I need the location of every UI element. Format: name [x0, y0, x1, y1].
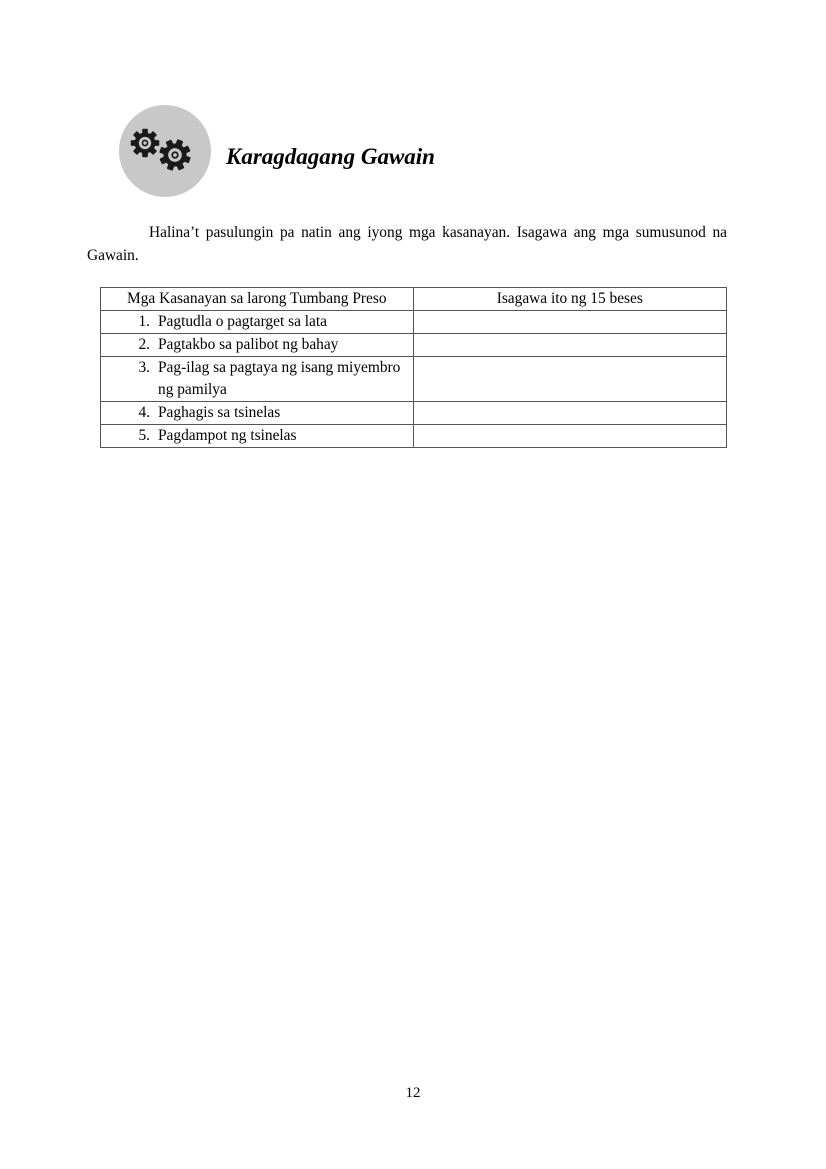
item-number: 3. — [138, 359, 150, 376]
item-number: 2. — [138, 336, 150, 353]
table-row — [101, 425, 727, 448]
gears-icon — [119, 105, 211, 197]
skill-cell — [101, 334, 414, 357]
section-title: Karagdagang Gawain — [226, 144, 435, 169]
intro-paragraph: Halina’t pasulungin pa natin ang iyong mga kasanayan. Isagawa ang mga sumusunod na Gawain. — [87, 224, 727, 264]
item-text: Pagtakbo sa palibot ng bahay — [158, 336, 339, 353]
header-skills: Mga Kasanayan sa larong Tumbang Preso — [101, 288, 414, 311]
table-row — [101, 357, 727, 402]
item-text: Pagtudla o pagtarget sa lata — [158, 313, 327, 330]
skill-cell — [101, 425, 414, 448]
skill-cell — [101, 402, 414, 425]
item-text: Paghagis sa tsinelas — [158, 404, 281, 421]
item-number: 5. — [138, 427, 150, 444]
repetition-cell[interactable] — [413, 425, 726, 448]
repetition-cell[interactable] — [413, 311, 726, 334]
skill-cell — [101, 311, 414, 334]
repetition-cell[interactable] — [413, 357, 726, 402]
item-number: 4. — [138, 404, 150, 421]
item-text: Pagdampot ng tsinelas — [158, 427, 297, 444]
table-row — [101, 334, 727, 357]
skills-table — [100, 287, 727, 448]
table-row — [101, 402, 727, 425]
gears-graphic — [119, 105, 211, 197]
table-header-row — [101, 288, 727, 311]
item-number: 1. — [138, 313, 150, 330]
item-text: Pag-ilag sa pagtaya ng isang miyembro ng pamilya — [158, 359, 401, 398]
skill-cell — [101, 357, 414, 402]
table-row — [101, 311, 727, 334]
header-repetitions: Isagawa ito ng 15 beses — [413, 288, 726, 311]
page-number: 12 — [405, 1085, 421, 1101]
repetition-cell[interactable] — [413, 334, 726, 357]
repetition-cell[interactable] — [413, 402, 726, 425]
